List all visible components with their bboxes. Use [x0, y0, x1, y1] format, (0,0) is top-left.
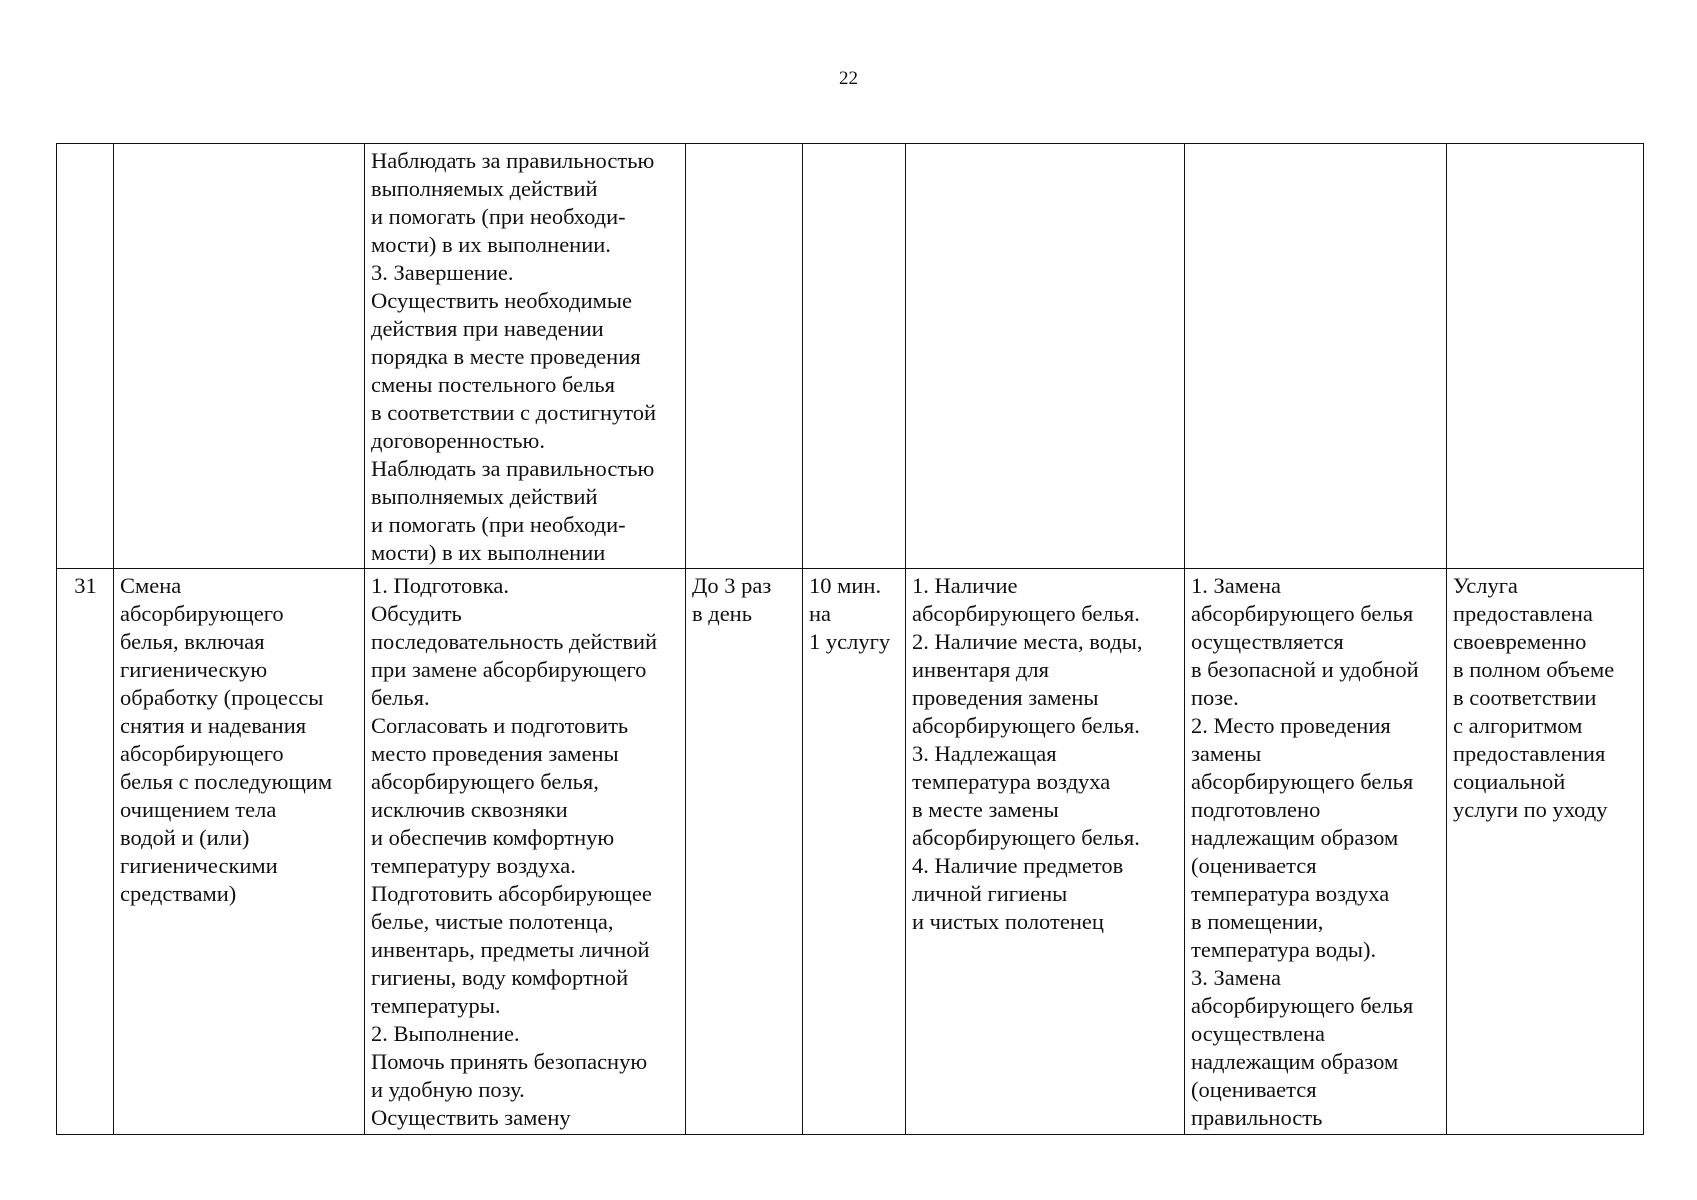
row-number-cell: 31 — [57, 569, 114, 1135]
table-row-continued — [57, 144, 1644, 569]
service-name-cell: Смена абсорбирующего белья, включая гигиеническую обработку (процессы снятия и надевания абсорбирующего белья с последующим очищением тела водой и (или) гигиеническими средствами) — [114, 569, 365, 1135]
service-standards-table — [56, 143, 1644, 1135]
evaluation-cell — [1447, 144, 1644, 569]
quality-indicators-cell — [1185, 144, 1447, 569]
procedure-cell: Наблюдать за правильностью выполняемых действий и помогать (при необходи- мости) в их выполнении. 3. Завершение. Осуществить необходимые действия при наведении порядка в месте проведения смены постельного белья в соответствии с достигнутой договоренностью. Наблюдать за правильностью выполняемых действий и помогать (при необходи- мости) в их выполнении — [365, 144, 686, 569]
procedure-cell: 1. Подготовка. Обсудить последовательность действий при замене абсорбирующего белья. Согласовать и подготовить место проведения замены абсорбирующего белья, исключив сквозняки и обеспечив комфортную температуру воздуха. Подготовить абсорбирующее белье, чистые полотенца, инвентарь, предметы личной гигиены, воду комфортной температуры. 2. Выполнение. Помочь принять безопасную и удобную позу. Осуществить замену — [365, 569, 686, 1135]
service-name-cell — [114, 144, 365, 569]
duration-cell: 10 мин. на 1 услугу — [803, 569, 906, 1135]
quality-indicators-cell: 1. Замена абсорбирующего белья осуществляется в безопасной и удобной позе. 2. Место проведения замены абсорбирующего белья подготовлено надлежащим образом (оценивается температура воздуха в помещении, температура воды). 3. Замена абсорбирующего белья осуществлена надлежащим образом (оценивается правильность — [1185, 569, 1447, 1135]
evaluation-cell: Услуга предоставлена своевременно в полном объеме в соответствии с алгоритмом предоставления социальной услуги по уходу — [1447, 569, 1644, 1135]
row-number-cell — [57, 144, 114, 569]
frequency-cell — [686, 144, 803, 569]
conditions-cell — [906, 144, 1185, 569]
conditions-cell: 1. Наличие абсорбирующего белья. 2. Наличие места, воды, инвентаря для проведения замены абсорбирующего белья. 3. Надлежащая температура воздуха в месте замены абсорбирующего белья. 4. Наличие предметов личной гигиены и чистых полотенец — [906, 569, 1185, 1135]
page-number: 22 — [839, 68, 858, 89]
table-row-31 — [57, 569, 1644, 1135]
frequency-cell: До 3 раз в день — [686, 569, 803, 1135]
duration-cell — [803, 144, 906, 569]
